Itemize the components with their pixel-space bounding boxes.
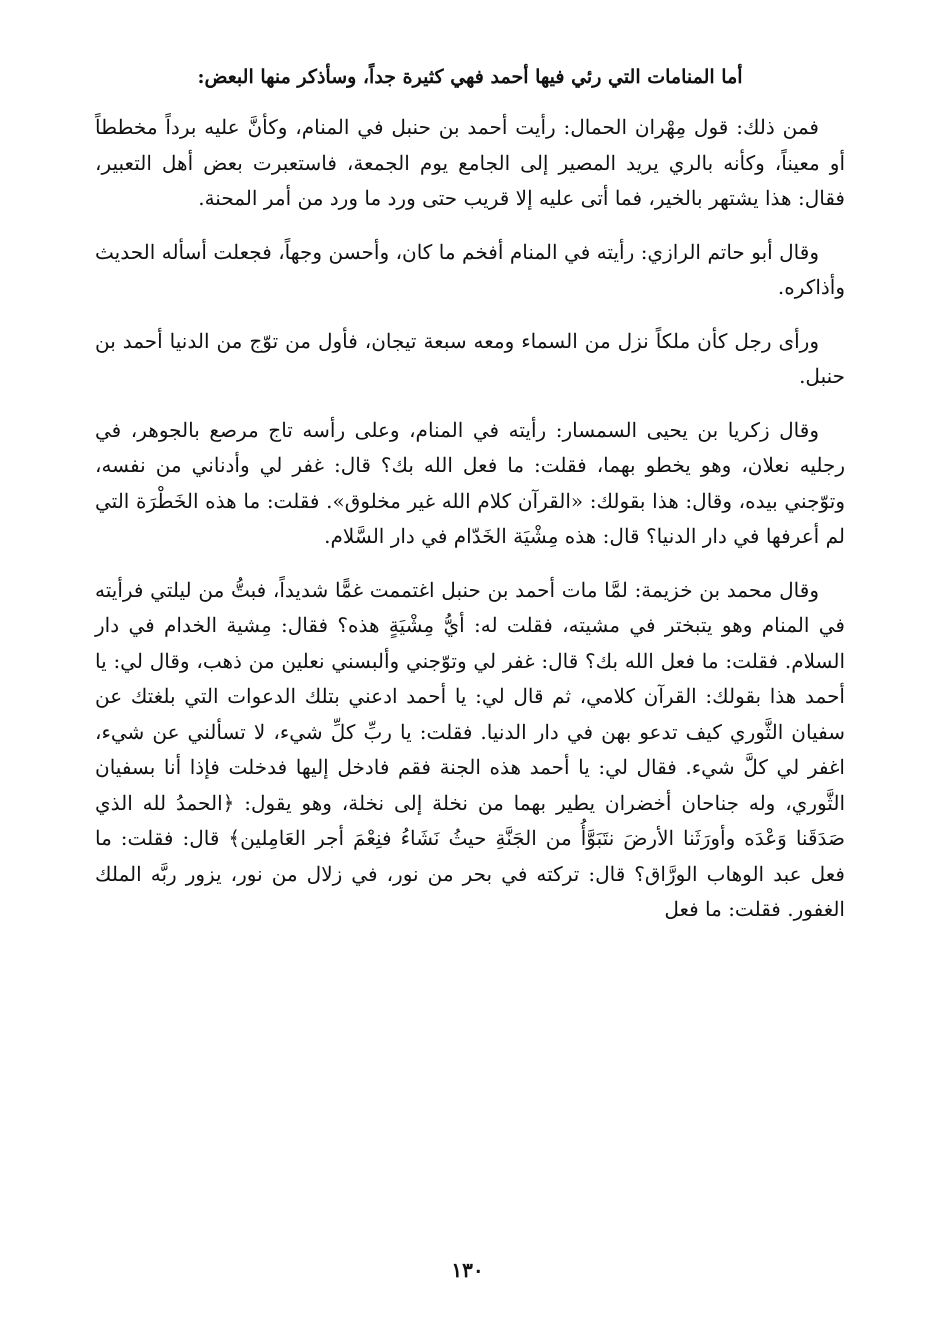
section-heading: أما المنامات التي رئي فيها أحمد فهي كثيرة جداً، وسأذكر منها البعض: <box>197 66 743 88</box>
paragraph-ibn-khuzayma-dream: وقال محمد بن خزيمة: لمَّا مات أحمد بن حنبل اغتممت غمًّا شديداً، فبتُّ من ليلتي فرأيته في المنام وهو يتبختر في مشيته، فقلت له: أيُّ مِشْيَةٍ هذه؟ فقال: مِشية الخدام في دار السلام. فقلت: ما فعل الله بك؟ قال: غفر لي وتوّجني وألبسني نعلين من ذهب، وقال لي: يا أحمد هذا بقولك: القرآن كلامي، ثم قال لي: يا أحمد ادعني بتلك الدعوات التي بلغتك عن سفيان الثَّوري كيف تدعو بهن في دار الدنيا. فقلت: يا ربِّ كلِّ شيء، لا تسألني عن شيء، اغفر لي كلَّ شيء. فقال لي: يا أحمد هذه الجنة فقم فادخل إليها فدخلت فإذا أنا بسفيان الثَّوري، وله جناحان أخضران يطير بهما من نخلة إلى نخلة، وهو يقول: ﴿الحمدُ لله الذي صَدَقَنا وَعْدَه وأورَثَنا الأرضَ نتَبَوَّأُ من الجَنَّةِ حيثُ نَشَاءُ فنِعْمَ أجر العَامِلين﴾ قال: فقلت: ما فعل عبد الوهاب الورَّاق؟ قال: تركته في بحر من نور، في زلال من نور، يزور ربَّه الملك الغفور. فقلت: ما فعل <box>95 577 845 921</box>
paragraph-mihran-dream: فمن ذلك: قول مِهْران الحمال: رأيت أحمد بن حنبل في المنام، وكأنَّ عليه برداً مخططاً أو معيناً، وكأنه بالري يريد المصير إلى الجامع يوم الجمعة، فاستعبرت بعض أهل التعبير، فقال: هذا يشتهر بالخير، فما أتى عليه إلا قريب حتى ورد ما ورد من أمر المحنة. <box>95 115 845 210</box>
paragraph-seven-crowns-dream: ورأى رجل كأن ملكاً نزل من السماء ومعه سبعة تيجان، فأول من توّج من الدنيا أحمد بن حنبل. <box>95 328 845 388</box>
paragraph-zakariya-dream: وقال زكريا بن يحيى السمسار: رأيته في المنام، وعلى رأسه تاج مرصع بالجوهر، في رجليه نعلان، وهو يخطو بهما، فقلت: ما فعل الله بك؟ قال: غفر لي وأدناني من نفسه، وتوّجني بيده، وقال: هذا بقولك: «القرآن كلام الله غير مخلوق». فقلت: ما هذه الخَطْرَة التي لم أعرفها في دار الدنيا؟ قال: هذه مِشْيَة الخَدّام في دار السَّلام. <box>95 417 845 548</box>
page-number: ١٣٠ <box>451 1258 484 1282</box>
paragraph-abu-hatim-dream: وقال أبو حاتم الرازي: رأيته في المنام أفخم ما كان، وأحسن وجهاً، فجعلت أسأله الحديث وأذاكره. <box>95 239 845 299</box>
page-body <box>95 60 845 928</box>
